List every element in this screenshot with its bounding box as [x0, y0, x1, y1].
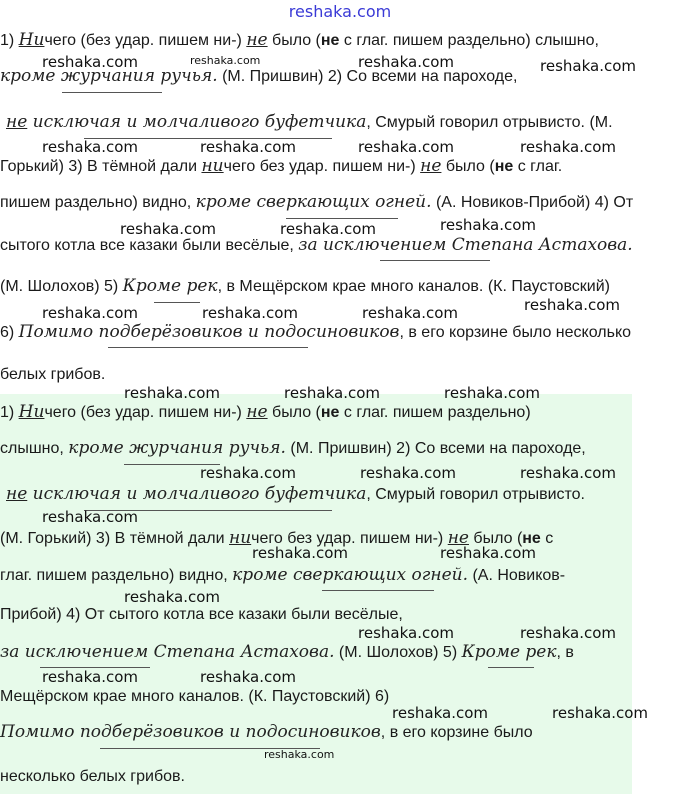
- watermark: reshaka.com: [520, 624, 616, 642]
- underline-mark: [108, 347, 308, 348]
- text-fragment: , Смурый говорил отрывисто.: [366, 486, 585, 503]
- emphasized-word: не: [420, 156, 442, 176]
- watermark: reshaka.com: [202, 304, 298, 322]
- text-line: [0, 438, 586, 458]
- italic-phrase: за исключением Степана Астахова.: [298, 235, 633, 255]
- watermark: reshaka.com: [358, 53, 454, 71]
- watermark: reshaka.com: [358, 624, 454, 642]
- text-fragment: (А. Новиков-Прибой) 4) От: [431, 194, 634, 211]
- italic-phrase: кроме журчания ручья.: [68, 438, 286, 458]
- watermark: reshaka.com: [552, 704, 648, 722]
- bold-word: не: [522, 530, 541, 547]
- watermark: reshaka.com: [42, 668, 138, 686]
- text-fragment: (М. Пришвин) 2) Со всеми на пароходе,: [285, 440, 586, 457]
- watermark: reshaka.com: [524, 296, 620, 314]
- watermark: reshaka.com: [392, 704, 488, 722]
- watermark: reshaka.com: [520, 464, 616, 482]
- text-line: [0, 642, 574, 662]
- underline-mark: [154, 302, 200, 303]
- text-fragment: 1): [0, 32, 19, 49]
- text-fragment: было (: [267, 32, 321, 49]
- watermark: reshaka.com: [200, 668, 296, 686]
- italic-phrase: Кроме рек: [461, 642, 557, 662]
- text-fragment: чего без удар. пишем ни-): [251, 530, 448, 547]
- watermark: reshaka.com: [444, 384, 540, 402]
- text-line: [0, 192, 633, 212]
- text-fragment: 1): [0, 404, 19, 421]
- emphasized-word: Ни: [18, 402, 45, 422]
- text-fragment: с глаг. пишем раздельно) слышно,: [339, 32, 599, 49]
- text-fragment: Мещёрском крае много каналов. (К. Паустовский) 6): [0, 688, 390, 705]
- text-fragment: чего без удар. пишем ни-): [223, 158, 421, 175]
- text-fragment: (М. Шолохов) 5): [0, 278, 123, 295]
- text-fragment: (М. Горький) 3) В тёмной дали: [0, 530, 230, 547]
- emphasized-word: не: [6, 484, 28, 504]
- text-line: [0, 276, 610, 296]
- text-fragment: слышно,: [0, 440, 69, 457]
- watermark: reshaka.com: [42, 508, 138, 526]
- watermark: reshaka.com: [264, 748, 335, 761]
- emphasized-word: не: [6, 112, 28, 132]
- watermark: reshaka.com: [284, 384, 380, 402]
- text-fragment: Горький) 3) В тёмной дали: [0, 158, 202, 175]
- text-line: [0, 722, 533, 742]
- text-fragment: сытого котла все казаки были весёлые,: [0, 237, 299, 254]
- watermark: reshaka.com: [358, 138, 454, 156]
- text-fragment: , в его корзине было: [380, 724, 533, 741]
- text-fragment: (М. Пришвин) 2) Со всеми на пароходе,: [217, 68, 518, 85]
- text-line: [0, 322, 631, 342]
- italic-phrase: Помимо подберёзовиков и подосиновиков: [18, 322, 400, 342]
- underline-mark: [488, 667, 534, 668]
- text-fragment: было (: [468, 530, 523, 547]
- text-fragment: глаг. пишем раздельно) видно,: [0, 567, 233, 584]
- watermark: reshaka.com: [540, 57, 636, 75]
- text-line: [0, 768, 185, 786]
- watermark: reshaka.com: [200, 464, 296, 482]
- watermark: reshaka.com: [440, 216, 536, 234]
- watermark: reshaka.com: [280, 220, 376, 238]
- text-fragment: было (: [267, 404, 321, 421]
- underline-mark: [322, 590, 434, 591]
- italic-phrase: за исключением Степана Астахова.: [0, 642, 335, 662]
- watermark: reshaka.com: [124, 384, 220, 402]
- text-fragment: Прибой) 4) От сытого котла все казаки были весёлые,: [0, 606, 403, 623]
- text-line: [0, 30, 599, 50]
- bold-word: не: [494, 158, 514, 175]
- italic-phrase: Помимо подберёзовиков и подосиновиков: [0, 722, 381, 742]
- watermark: reshaka.com: [42, 53, 138, 71]
- text-fragment: несколько белых грибов.: [0, 768, 185, 785]
- text-line: [0, 235, 633, 255]
- underline-mark: [286, 218, 398, 219]
- italic-phrase: кроме сверкающих огней.: [232, 565, 468, 585]
- emphasized-word: не: [246, 30, 268, 50]
- text-fragment: с глаг. пишем раздельно): [339, 404, 531, 421]
- bold-word: не: [320, 32, 340, 49]
- emphasized-word: не: [246, 402, 268, 422]
- text-fragment: 6): [0, 324, 19, 341]
- text-line: [0, 565, 565, 585]
- watermark: reshaka.com: [124, 588, 220, 606]
- watermark: reshaka.com: [440, 544, 536, 562]
- italic-phrase: исключая и молчаливого буфетчика: [27, 112, 367, 132]
- text-fragment: (М. Шолохов) 5): [334, 644, 462, 661]
- text-fragment: белых грибов.: [0, 366, 106, 383]
- text-fragment: было (: [441, 158, 495, 175]
- watermark: reshaka.com: [520, 138, 616, 156]
- italic-phrase: кроме сверкающих огней.: [195, 192, 432, 212]
- watermark: reshaka.com: [190, 54, 261, 67]
- underline-mark: [62, 92, 162, 93]
- site-title[interactable]: reshaka.com: [288, 2, 392, 21]
- watermark: reshaka.com: [120, 220, 216, 238]
- text-fragment: (А. Новиков-: [468, 567, 566, 584]
- watermark: reshaka.com: [362, 304, 458, 322]
- watermark: reshaka.com: [42, 304, 138, 322]
- emphasized-word: ни: [229, 528, 252, 548]
- italic-phrase: исключая и молчаливого буфетчика: [27, 484, 367, 504]
- text-line: [0, 402, 531, 422]
- text-fragment: , в: [556, 644, 574, 661]
- underline-mark: [380, 260, 490, 261]
- emphasized-word: Ни: [18, 30, 45, 50]
- italic-phrase: Кроме рек: [122, 276, 218, 296]
- text-line: [0, 156, 562, 176]
- emphasized-word: не: [447, 528, 469, 548]
- text-fragment: с: [540, 530, 554, 547]
- italic-phrase: кроме журчания ручья.: [0, 66, 218, 86]
- text-line: [0, 366, 105, 384]
- text-fragment: пишем раздельно) видно,: [0, 194, 196, 211]
- watermark: reshaka.com: [42, 138, 138, 156]
- text-line: [0, 484, 585, 504]
- text-fragment: , в Мещёрском крае много каналов. (К. Паустовский): [217, 278, 610, 295]
- text-fragment: , в его корзине было несколько: [399, 324, 632, 341]
- text-line: [0, 606, 403, 624]
- watermark: reshaka.com: [360, 464, 456, 482]
- bold-word: не: [320, 404, 340, 421]
- text-line: [0, 112, 613, 132]
- text-line: [0, 688, 389, 706]
- text-fragment: чего (без удар. пишем ни-): [44, 32, 247, 49]
- watermark: reshaka.com: [252, 544, 348, 562]
- text-fragment: с глаг.: [513, 158, 563, 175]
- text-fragment: чего (без удар. пишем ни-): [44, 404, 247, 421]
- watermark: reshaka.com: [200, 138, 296, 156]
- text-fragment: , Смурый говорил отрывисто. (М.: [366, 114, 613, 131]
- emphasized-word: ни: [201, 156, 224, 176]
